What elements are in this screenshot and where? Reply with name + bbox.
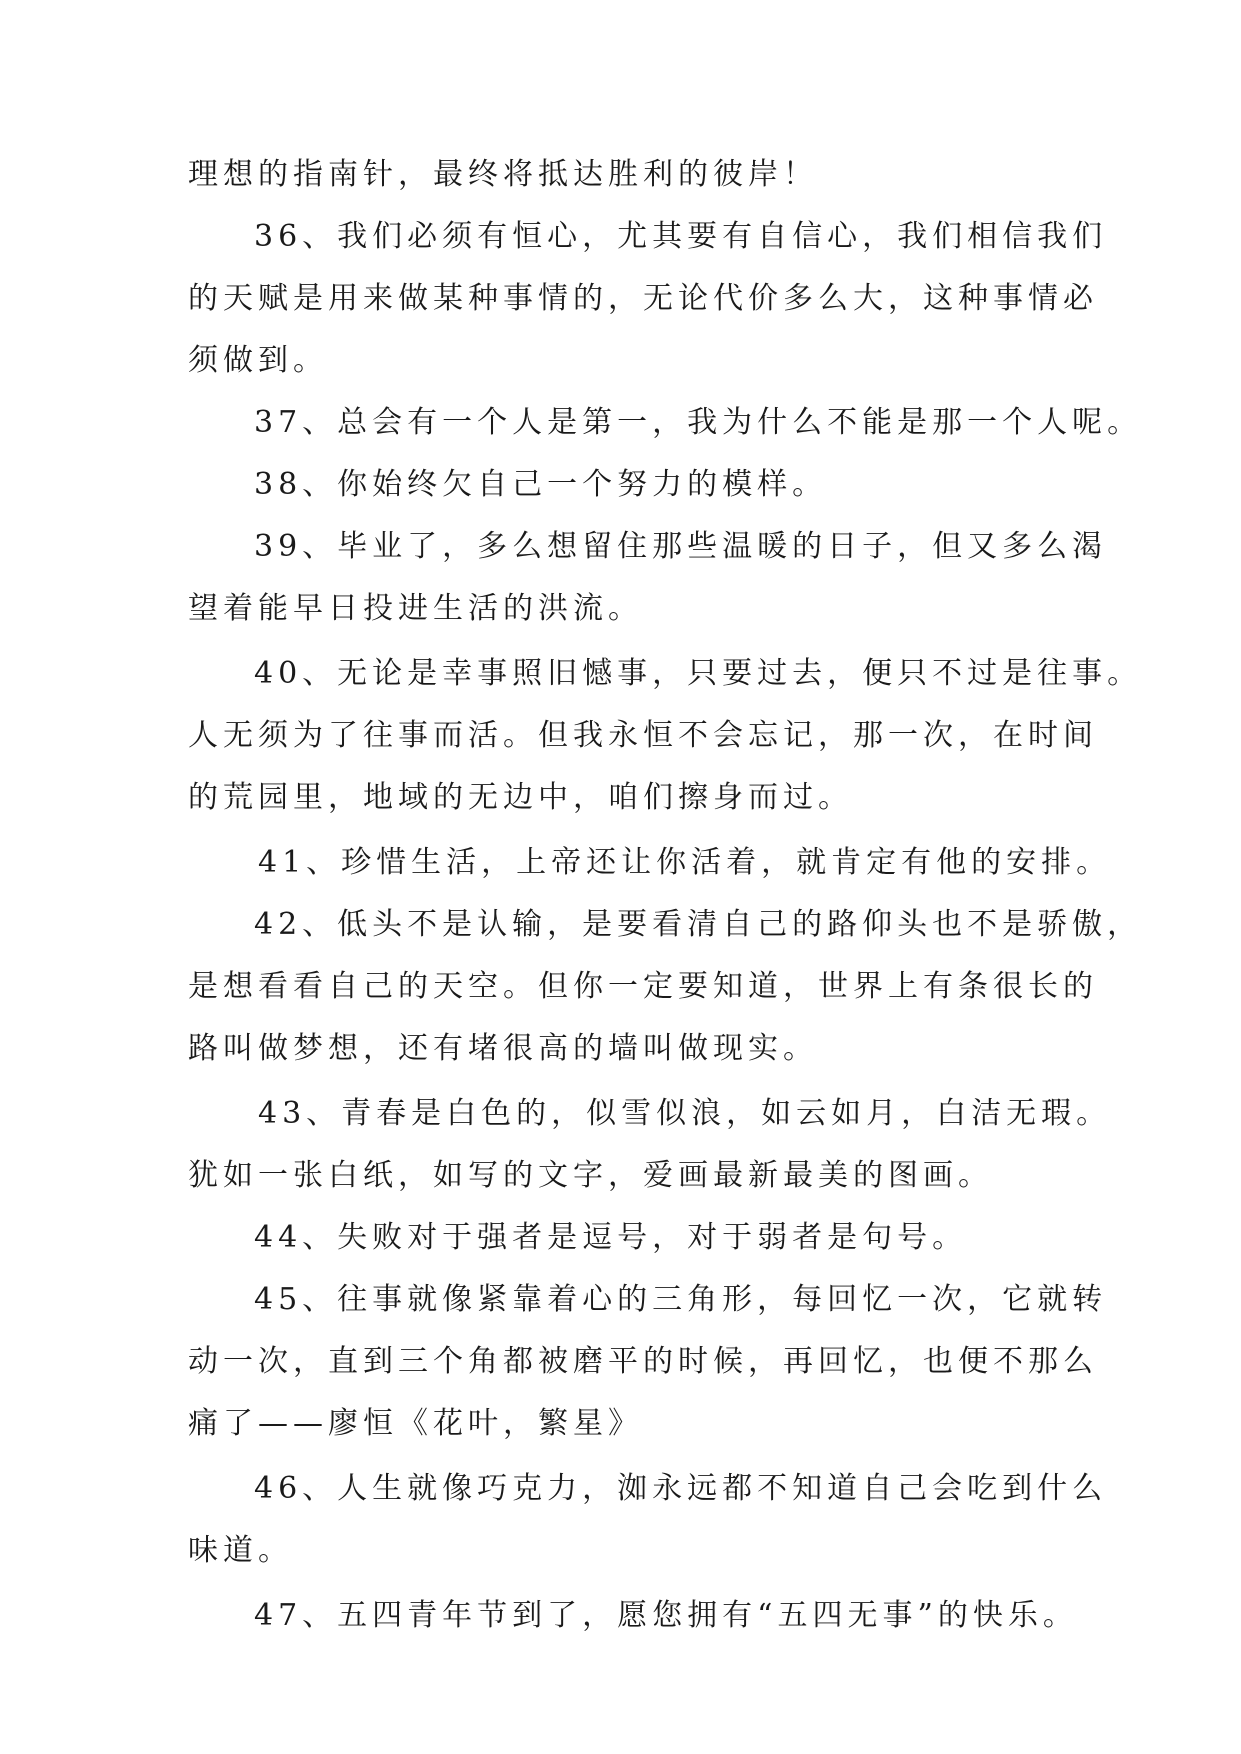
paragraph-39-line-1: 39、毕业了，多么想留住那些温暖的日子，但又多么渴: [254, 529, 1108, 564]
paragraph-40-line-3: 的荒园里，地域的无边中，咱们擦身而过。: [188, 780, 853, 815]
paragraph-36-line-1: 36、我们必须有恒心，尤其要有自信心，我们相信我们: [254, 219, 1108, 254]
text-line: 理想的指南针，最终将抵达胜利的彼岸！: [188, 157, 818, 192]
paragraph-44: 44、失败对于强者是逗号，对于弱者是句号。: [254, 1220, 968, 1255]
paragraph-47: 47、五四青年节到了，愿您拥有“五四无事”的快乐。: [254, 1598, 1078, 1633]
paragraph-39-line-2: 望着能早日投进生活的洪流。: [188, 591, 643, 626]
paragraph-42-line-3: 路叫做梦想，还有堵很高的墙叫做现实。: [188, 1031, 818, 1066]
paragraph-45-line-3: 痛了——廖恒《花叶，繁星》: [188, 1406, 643, 1441]
paragraph-43-line-2: 犹如一张白纸，如写的文字，爱画最新最美的图画。: [188, 1158, 993, 1193]
paragraph-45-line-2: 动一次，直到三个角都被磨平的时候，再回忆，也便不那么: [188, 1344, 1098, 1379]
paragraph-46-line-2: 味道。: [188, 1533, 293, 1568]
paragraph-42-line-1: 42、低头不是认输，是要看清自己的路仰头也不是骄傲，: [254, 907, 1143, 942]
paragraph-36-line-3: 须做到。: [188, 343, 328, 378]
paragraph-43-line-1: 43、青春是白色的，似雪似浪，如云如月，白洁无瑕。: [258, 1096, 1112, 1131]
paragraph-45-line-1: 45、往事就像紧靠着心的三角形，每回忆一次，它就转: [254, 1282, 1108, 1317]
paragraph-40-line-2: 人无须为了往事而活。但我永恒不会忘记，那一次，在时间: [188, 718, 1098, 753]
document-body: [188, 155, 1143, 1636]
paragraph-37: 37、总会有一个人是第一，我为什么不能是那一个人呢。: [254, 405, 1143, 440]
paragraph-41: 41、珍惜生活，上帝还让你活着，就肯定有他的安排。: [258, 845, 1112, 880]
paragraph-38: 38、你始终欠自己一个努力的模样。: [254, 467, 828, 502]
paragraph-46-line-1: 46、人生就像巧克力，洳永远都不知道自己会吃到什么: [254, 1471, 1108, 1506]
paragraph-40-line-1: 40、无论是幸事照旧憾事，只要过去，便只不过是往事。: [254, 656, 1143, 691]
paragraph-36-line-2: 的天赋是用来做某种事情的，无论代价多么大，这种事情必: [188, 281, 1098, 316]
paragraph-42-line-2: 是想看看自己的天空。但你一定要知道，世界上有条很长的: [188, 969, 1098, 1004]
